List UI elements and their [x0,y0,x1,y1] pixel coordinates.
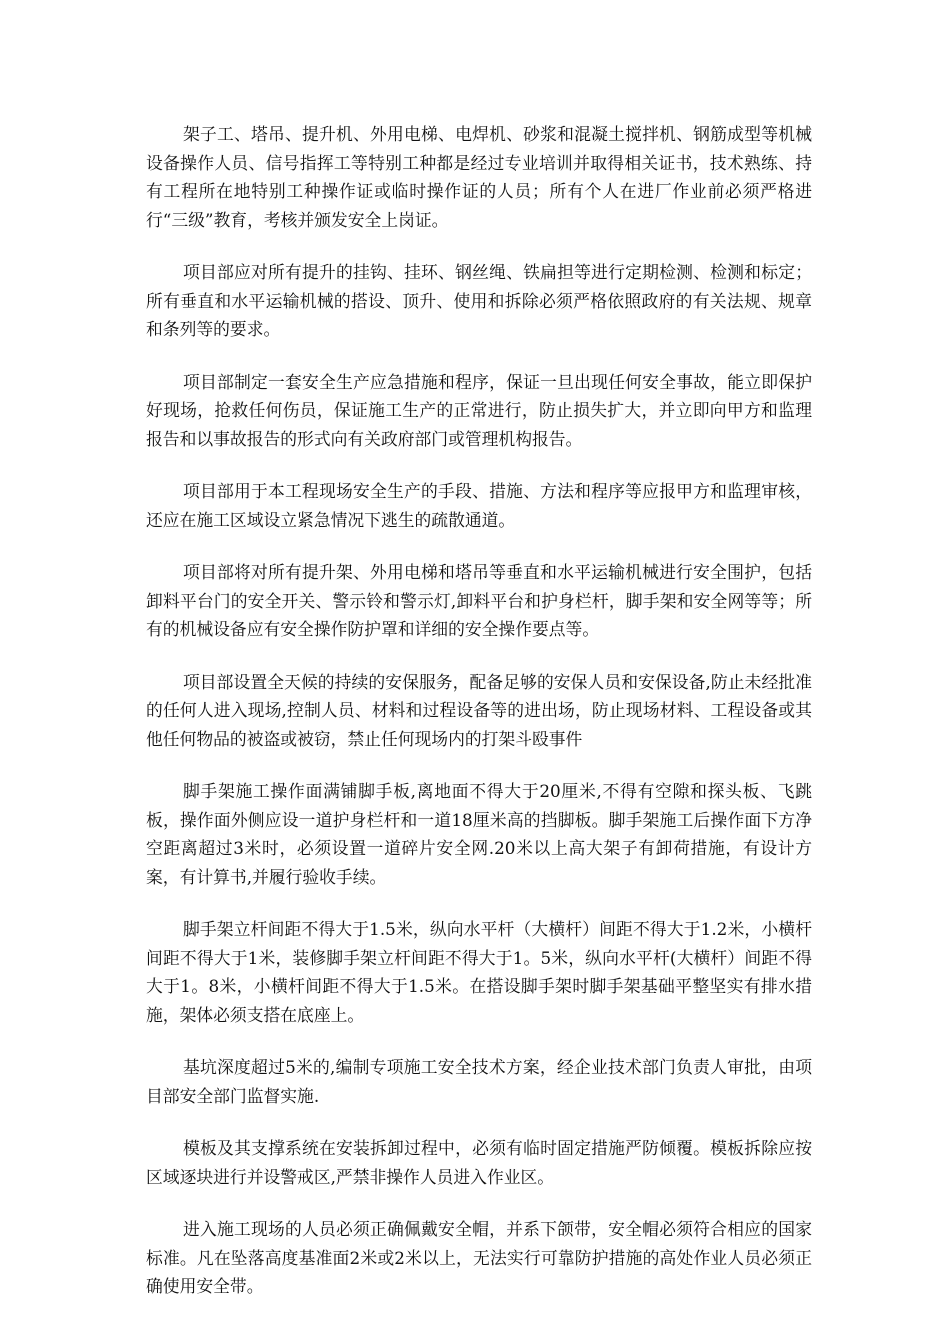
document-body [146,120,812,1325]
paragraph-safety-review: 项目部用于本工程现场安全生产的手段、措施、方法和程序等应报甲方和监理审核，还应在施工区域设立紧急情况下逃生的疏散通道。 [146,481,812,530]
paragraph-scaffold-spacing: 脚手架立杆间距不得大于1.5米，纵向水平杆（大横杆）间距不得大于1.2米，小横杆间距不得大于1米，装修脚手架立杆间距不得大于1。5米，纵向水平杆(大横杆）间距不得大于1。8米，小横杆间距不得大于1.5米。在搭设脚手架时脚手架基础平整坚实有排水措施，架体必须支搭在底座上。 [146,919,812,1025]
paragraph-emergency-plan: 项目部制定一套安全生产应急措施和程序，保证一旦出现任何安全事故，能立即保护好现场，抢救任何伤员，保证施工生产的正常进行，防止损失扩大，并立即向甲方和监理报告和以事故报告的形式向有关政府部门或管理机构报告。 [146,371,812,449]
paragraph-lifting-inspection: 项目部应对所有提升的挂钩、挂环、钢丝绳、铁扁担等进行定期检测、检测和标定；所有垂直和水平运输机械的搭设、顶升、使用和拆除必须严格依照政府的有关法规、规章和条列等的要求。 [146,262,812,339]
paragraph-helmet-harness: 进入施工现场的人员必须正确佩戴安全帽，并系下颌带，安全帽必须符合相应的国家标准。凡在坠落高度基准面2米或2米以上，无法实行可靠防护措施的高处作业人员必须正确使用安全带。 [146,1219,812,1296]
paragraph-security-service: 项目部设置全天候的持续的安保服务，配备足够的安保人员和安保设备,防止未经批准的任何人进入现场,控制人员、材料和过程设备等的进出场，防止现场材料、工程设备或其他任何物品的被盗或被窃，禁止任何现场内的打架斗殴事件 [146,671,812,749]
paragraph-special-workers: 架子工、塔吊、提升机、外用电梯、电焊机、砂浆和混凝土搅拌机、钢筋成型等机械设备操作人员、信号指挥工等特别工种都是经过专业培训并取得相关证书，技术熟练、持有工程所在地特别工种操作证或临时操作证的人员；所有个人在进厂作业前必须严格进行“三级”教育，考核并颁发安全上岗证。 [146,124,812,230]
paragraph-machinery-guarding: 项目部将对所有提升架、外用电梯和塔吊等垂直和水平运输机械进行安全围护，包括卸料平台门的安全开关、警示铃和警示灯,卸料平台和护身栏杆，脚手架和安全网等等；所有的机械设备应有安全操作防护罩和详细的安全操作要点等。 [146,562,812,639]
paragraph-formwork: 模板及其支撑系统在安装拆卸过程中，必须有临时固定措施严防倾覆。模板拆除应按区域逐块进行并设警戒区,严禁非操作人员进入作业区。 [146,1138,812,1187]
paragraph-scaffold-platform: 脚手架施工操作面满铺脚手板,离地面不得大于20厘米,不得有空隙和探头板、飞跳板，操作面外侧应设一道护身栏杆和一道18厘米高的挡脚板。脚手架施工后操作面下方净空距离超过3米时，必须设置一道碎片安全网.20米以上高大架子有卸荷措施，有设计方案，有计算书,并履行验收手续。 [146,781,812,887]
paragraph-foundation-pit: 基坑深度超过5米的,编制专项施工安全技术方案，经企业技术部门负责人审批，由项目部安全部门监督实施. [146,1057,812,1106]
